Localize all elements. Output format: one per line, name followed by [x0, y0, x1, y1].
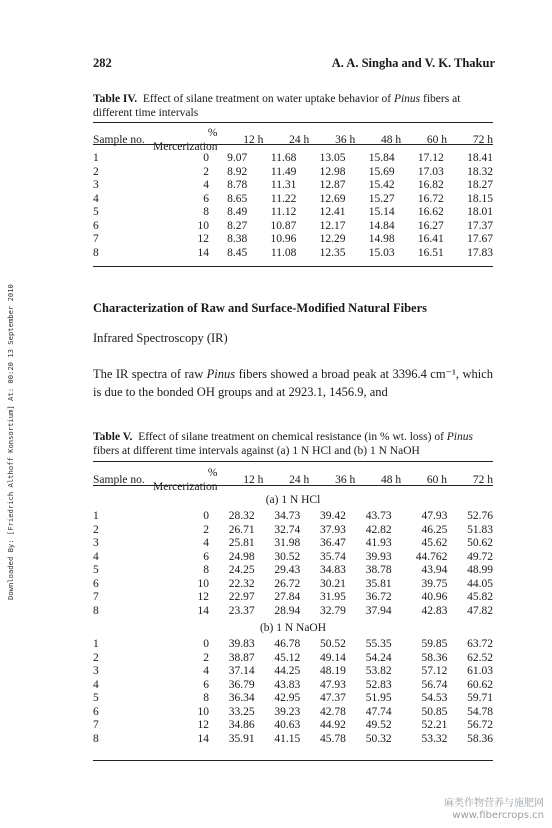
table-cell: 37.14 — [228, 665, 255, 677]
table-cell: 43.73 — [365, 510, 392, 522]
table4 — [93, 127, 493, 154]
table-cell: 49.14 — [320, 651, 346, 664]
table4-caption-text-end: fibers at different time intervals — [93, 93, 461, 119]
table-row — [93, 706, 493, 720]
table-cell: 1 — [93, 638, 99, 650]
table-cell: 6 — [93, 705, 99, 718]
table4-caption-italic: Pinus — [393, 93, 421, 105]
table-cell: 52.83 — [365, 678, 392, 691]
column-header: Sample no. — [93, 133, 145, 146]
table-cell: 44.762 — [415, 550, 448, 563]
table-cell: 13.05 — [319, 152, 346, 164]
table-cell: 10.96 — [270, 233, 297, 245]
table-cell: 10 — [197, 705, 209, 718]
column-header: Sample no. — [93, 473, 145, 486]
table5-caption-text: Effect of silane treatment on chemical resistance (in % wt. loss) of — [138, 431, 447, 443]
para-text: The IR spectra of raw — [93, 367, 207, 381]
table-cell: 15.27 — [368, 192, 395, 205]
table-cell: 10 — [197, 577, 209, 590]
table-cell: 4 — [93, 550, 99, 563]
table-cell: 34.73 — [274, 510, 301, 522]
table-cell: 26.71 — [228, 523, 255, 536]
table-row — [93, 638, 493, 652]
table-cell: 40.63 — [274, 719, 301, 731]
table-cell: 15.42 — [368, 179, 395, 191]
table4-top-rule — [93, 122, 493, 123]
table-cell: 17.37 — [467, 219, 493, 232]
table-cell: 53.82 — [365, 665, 392, 677]
table4-header-rule — [93, 144, 493, 145]
column-header: 24 h — [289, 473, 310, 486]
table-cell: 3 — [93, 179, 99, 191]
table-row — [93, 510, 493, 524]
table-cell: 12.87 — [319, 179, 346, 191]
table-cell: 17.83 — [467, 246, 493, 259]
table-cell: 42.83 — [421, 604, 448, 617]
table-cell: 8.78 — [227, 179, 248, 191]
section-heading: Characterization of Raw and Surface-Modified Natural Fibers — [93, 301, 427, 315]
table-cell: 40.96 — [421, 591, 448, 603]
table-cell: 39.23 — [274, 705, 301, 718]
column-header: 72 h — [472, 133, 493, 146]
table-cell: 50.32 — [365, 732, 392, 745]
table-cell: 2 — [203, 651, 209, 664]
table-cell: 44.25 — [274, 665, 301, 677]
table-cell: 51.83 — [467, 523, 493, 536]
table-cell: 46.78 — [274, 638, 301, 650]
table-cell: 8 — [93, 604, 99, 617]
table-cell: 12 — [197, 591, 209, 603]
table-cell: 38.87 — [228, 651, 255, 664]
page-number: 282 — [93, 56, 112, 70]
table-cell: 2 — [93, 651, 99, 664]
table-row — [93, 578, 493, 592]
table-cell: 2 — [203, 165, 209, 178]
table-row — [93, 679, 493, 693]
table-cell: 36.72 — [365, 591, 392, 603]
table-cell: 4 — [93, 678, 99, 691]
table-cell: 27.84 — [274, 591, 301, 603]
column-header: % Mercerization — [153, 127, 218, 153]
table-cell: 14 — [197, 732, 209, 745]
table-row — [93, 152, 493, 166]
table-cell: 50.85 — [421, 705, 448, 718]
table-cell: 58.36 — [421, 651, 448, 664]
table-cell: 10 — [197, 219, 209, 232]
table-cell: 45.78 — [320, 732, 346, 745]
table5-caption-italic: Pinus — [446, 431, 473, 443]
table-cell: 18.01 — [467, 206, 493, 218]
running-head-authors: A. A. Singha and V. K. Thakur — [331, 56, 495, 70]
table4-caption — [93, 92, 493, 120]
table-cell: 56.72 — [467, 719, 493, 731]
table-cell: 0 — [203, 152, 209, 164]
table-cell: 10.87 — [270, 219, 297, 232]
table-cell: 29.43 — [274, 564, 301, 576]
table-cell: 46.25 — [421, 523, 448, 536]
column-header: 12 h — [243, 473, 264, 486]
table-cell: 57.12 — [421, 665, 448, 677]
table-cell: 37.93 — [320, 523, 346, 536]
table-cell: 23.37 — [228, 604, 255, 617]
table-cell: 12.29 — [319, 233, 346, 245]
table4-caption-text: Effect of silane treatment on water uptake behavior of — [142, 93, 394, 105]
table-cell: 48.19 — [320, 665, 346, 677]
table-cell: 12.17 — [319, 219, 346, 232]
table-cell: 11.22 — [270, 192, 297, 205]
table-cell: 2 — [93, 165, 99, 178]
table-cell: 56.74 — [421, 678, 448, 691]
table-cell: 15.14 — [368, 206, 395, 218]
table-cell: 47.93 — [320, 678, 346, 691]
column-header: 36 h — [335, 133, 356, 146]
table-cell: 30.21 — [320, 577, 346, 590]
table-cell: 5 — [93, 564, 99, 576]
table-cell: 11.12 — [270, 206, 297, 218]
table-cell: 14 — [197, 246, 209, 259]
table-cell: 11.08 — [270, 246, 297, 259]
section-subheading: Infrared Spectroscopy (IR) — [93, 331, 228, 345]
table4-header-row — [93, 127, 493, 154]
table-cell: 47.74 — [365, 705, 392, 718]
table-cell: 1 — [93, 152, 99, 164]
table-cell: 1 — [93, 510, 99, 522]
table-row — [93, 564, 493, 578]
table-cell: 17.67 — [467, 233, 493, 245]
table-cell: 54.78 — [467, 705, 493, 718]
column-header: 36 h — [335, 473, 356, 486]
table-cell: 6 — [93, 577, 99, 590]
table-row — [93, 733, 493, 747]
watermark-title: 麻类作物营养与施肥网 — [444, 798, 544, 809]
table5-top-rule — [93, 461, 493, 462]
table-cell: 31.98 — [274, 537, 301, 549]
table-cell: 8.65 — [227, 192, 248, 205]
table-cell: 45.12 — [274, 651, 301, 664]
table4-caption-label: Table IV. — [93, 93, 138, 105]
table-cell: 41.15 — [274, 732, 301, 745]
table-cell: 38.78 — [365, 564, 392, 576]
table-cell: 43.94 — [421, 564, 448, 576]
table-row — [93, 220, 493, 234]
table-row — [93, 605, 493, 619]
table-cell: 32.74 — [274, 523, 301, 536]
table5-header-rule — [93, 485, 493, 486]
table-row — [93, 665, 493, 679]
table-cell: 8 — [203, 206, 209, 218]
table-cell: 9.07 — [227, 152, 248, 164]
table-row — [93, 591, 493, 605]
table-cell: 8 — [93, 732, 99, 745]
table-cell: 14 — [197, 604, 209, 617]
table-row — [93, 719, 493, 733]
table-cell: 22.32 — [228, 577, 255, 590]
table-cell: 28.94 — [274, 604, 301, 617]
table-cell: 18.15 — [467, 192, 493, 205]
table-cell: 28.32 — [228, 510, 255, 522]
table-cell: 8 — [93, 246, 99, 259]
table-cell: 14.84 — [368, 219, 395, 232]
column-header: 48 h — [380, 473, 402, 486]
column-header: 72 h — [472, 473, 493, 486]
table5-bottom-rule — [93, 760, 493, 761]
table-cell: 8.27 — [227, 219, 248, 232]
table-cell: 30.52 — [274, 550, 301, 563]
table-cell: 18.41 — [467, 152, 493, 164]
table-row — [93, 524, 493, 538]
table-cell: 0 — [203, 510, 209, 522]
table-cell: 4 — [203, 665, 209, 677]
table-cell: 2 — [203, 523, 209, 536]
table-row — [93, 206, 493, 220]
table-cell: 4 — [203, 537, 209, 549]
table-cell: 49.72 — [467, 550, 493, 563]
table-cell: 54.24 — [365, 651, 392, 664]
table-group-row — [93, 490, 493, 510]
table-cell: 51.95 — [365, 692, 392, 704]
table-cell: 55.35 — [365, 638, 392, 650]
table-cell: 52.21 — [421, 719, 448, 731]
table-row — [93, 233, 493, 247]
table-cell: 36.79 — [228, 678, 255, 691]
table-cell: 17.03 — [417, 165, 444, 178]
table-cell: 4 — [203, 179, 209, 191]
table-cell: 16.51 — [417, 246, 444, 259]
table-cell: 53.32 — [421, 732, 448, 745]
table-cell: 35.91 — [228, 732, 255, 745]
table-cell: 12.69 — [319, 192, 346, 205]
table5-caption-text-end: fibers at different time intervals against (a) 1 N HCl and (b) 1 N NaOH — [93, 445, 420, 457]
table-cell: 6 — [93, 219, 99, 232]
table-cell: 45.62 — [421, 537, 448, 549]
table-cell: 34.86 — [228, 719, 255, 731]
table-cell: 12.98 — [319, 165, 346, 178]
table-cell: 42.95 — [274, 692, 301, 704]
table-cell: 52.76 — [467, 510, 493, 522]
table-cell: 39.75 — [421, 577, 448, 590]
table-cell: 42.82 — [365, 523, 392, 536]
table-cell: 24.98 — [228, 550, 255, 563]
column-header: 24 h — [289, 133, 310, 146]
table5-caption — [93, 430, 493, 458]
table-cell: 16.82 — [417, 179, 444, 191]
table-cell: 11.68 — [270, 152, 297, 164]
table-cell: 8.92 — [227, 165, 248, 178]
table4-body — [93, 152, 493, 260]
table-cell: 36.34 — [228, 692, 255, 704]
table-group-row — [93, 618, 493, 638]
table-cell: 31.95 — [320, 591, 346, 603]
table-cell: 45.82 — [467, 591, 493, 603]
group-label: (a) 1 N HCl — [265, 494, 321, 506]
table-cell: 12 — [197, 719, 209, 731]
table-cell: 11.49 — [270, 165, 297, 178]
table-cell: 8.45 — [227, 246, 248, 259]
column-header: % Mercerization — [153, 467, 218, 493]
table-cell: 18.27 — [467, 179, 493, 191]
table-cell: 49.52 — [365, 719, 392, 731]
table-cell: 36.47 — [320, 537, 346, 549]
table-cell: 34.83 — [320, 564, 346, 576]
table-cell: 15.84 — [368, 152, 395, 164]
table-cell: 44.92 — [320, 719, 346, 731]
table-cell: 50.62 — [467, 537, 493, 549]
table-cell: 42.78 — [320, 705, 346, 718]
table-cell: 8.49 — [227, 206, 248, 218]
table-row — [93, 247, 493, 261]
table-cell: 35.81 — [365, 577, 392, 590]
table-cell: 18.32 — [467, 165, 493, 178]
table-cell: 26.72 — [274, 577, 301, 590]
table-cell: 0 — [203, 638, 209, 650]
table-cell: 3 — [93, 537, 99, 549]
column-header: 60 h — [426, 133, 448, 146]
table-cell: 59.71 — [467, 692, 493, 704]
table-cell: 48.99 — [467, 564, 493, 576]
table-cell: 59.85 — [421, 638, 448, 650]
table-cell: 39.93 — [365, 550, 392, 563]
para-text-end: fibers showed a broad peak at 3396.4 cm⁻¹, which is due to the bonded OH groups and at 2923.1, 1456.9, and — [93, 367, 493, 399]
table-cell: 7 — [93, 591, 99, 603]
table-cell: 6 — [203, 550, 209, 563]
table-cell: 12 — [197, 233, 209, 245]
table-cell: 8.38 — [227, 233, 248, 245]
table-cell: 25.81 — [228, 537, 255, 549]
table-cell: 41.93 — [365, 537, 392, 549]
table-row — [93, 179, 493, 193]
table-cell: 14.98 — [368, 233, 395, 245]
table-cell: 32.79 — [320, 604, 346, 617]
table-cell: 39.83 — [228, 638, 255, 650]
body-paragraph — [93, 365, 493, 401]
table-cell: 5 — [93, 206, 99, 218]
column-header: 60 h — [426, 473, 448, 486]
table-cell: 6 — [203, 192, 209, 205]
table-cell: 44.05 — [467, 577, 493, 590]
table-cell: 7 — [93, 719, 99, 731]
table-cell: 43.83 — [274, 678, 301, 691]
table5-body — [93, 490, 493, 746]
table-cell: 8 — [203, 564, 209, 576]
table-cell: 8 — [203, 692, 209, 704]
table-cell: 62.52 — [467, 651, 493, 664]
table-cell: 47.37 — [320, 692, 346, 704]
table-cell: 24.25 — [228, 564, 255, 576]
table-cell: 4 — [93, 192, 99, 205]
table-cell: 2 — [93, 523, 99, 536]
table-row — [93, 692, 493, 706]
table-cell: 12.35 — [319, 246, 346, 259]
table-cell: 22.97 — [228, 591, 255, 603]
table-cell: 11.31 — [270, 179, 297, 191]
table-cell: 54.53 — [421, 692, 448, 704]
table-cell: 50.52 — [320, 638, 346, 650]
column-header: 12 h — [243, 133, 264, 146]
table-row — [93, 551, 493, 565]
table-cell: 63.72 — [467, 638, 493, 650]
table-cell: 39.42 — [320, 510, 346, 522]
table-cell: 12.41 — [319, 206, 346, 218]
table-row — [93, 652, 493, 666]
table4-bottom-rule — [93, 266, 493, 267]
table-row — [93, 166, 493, 180]
site-watermark — [444, 798, 544, 822]
download-stamp: Downloaded By: [Friedrich Althoff Konsortium] At: 00:20 13 September 2010 — [6, 284, 15, 600]
para-italic: Pinus — [206, 367, 236, 381]
table-cell: 37.94 — [365, 604, 392, 617]
table-cell: 47.93 — [421, 510, 448, 522]
table-cell: 7 — [93, 233, 99, 245]
column-header: 48 h — [380, 133, 402, 146]
table-cell: 35.74 — [320, 550, 346, 563]
group-label: (b) 1 N NaOH — [259, 622, 327, 634]
table-cell: 15.03 — [368, 246, 395, 259]
table-cell: 15.69 — [368, 165, 395, 178]
table-cell: 61.03 — [467, 665, 493, 677]
table-cell: 6 — [203, 678, 209, 691]
table-cell: 5 — [93, 692, 99, 704]
table-cell: 3 — [93, 665, 99, 677]
table-cell: 16.27 — [417, 219, 444, 232]
table-cell: 17.12 — [417, 152, 444, 164]
table-cell: 60.62 — [467, 678, 493, 691]
table-cell: 47.82 — [467, 604, 493, 617]
table5-caption-label: Table V. — [93, 431, 133, 443]
table-cell: 16.72 — [417, 192, 444, 205]
table-cell: 16.62 — [417, 206, 444, 218]
table-cell: 16.41 — [417, 233, 444, 245]
watermark-url: www.fibercrops.cn — [452, 810, 544, 821]
table-cell: 33.25 — [228, 705, 255, 718]
table-row — [93, 537, 493, 551]
table-row — [93, 193, 493, 207]
table-cell: 58.36 — [467, 732, 493, 745]
